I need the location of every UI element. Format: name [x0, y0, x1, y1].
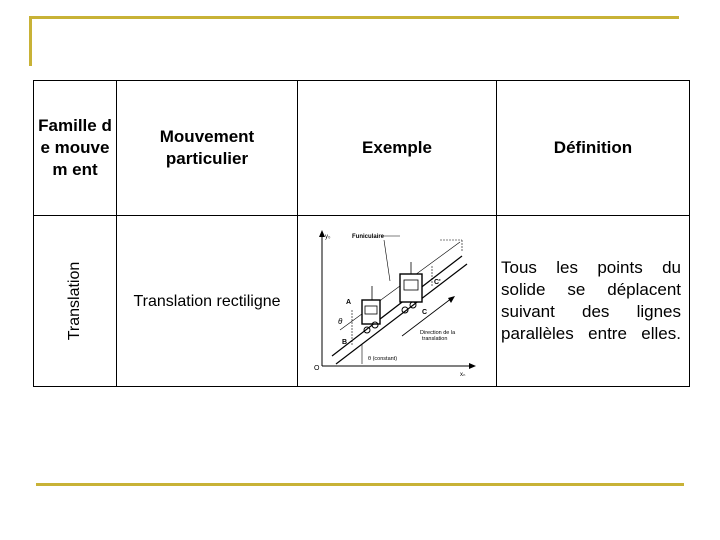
point-c-label: C: [422, 309, 428, 316]
funiculaire-label: Funiculaire: [352, 234, 385, 240]
header-mouvement-label: Mouvement particulier: [159, 127, 255, 168]
funicular-translation-figure: [312, 226, 482, 376]
cell-famille: [34, 216, 117, 387]
table-row: [34, 216, 690, 387]
definition-line: suivant des lignes: [501, 302, 681, 321]
origin-label: O: [314, 365, 320, 372]
point-a-label: A: [346, 299, 352, 306]
y-axis-label: y₀: [325, 234, 331, 240]
header-definition-label: Définition: [553, 138, 633, 157]
table-header-row: [34, 81, 690, 216]
definition-line: parallèles entre elles.: [501, 324, 681, 343]
classification-table: [33, 80, 690, 387]
decorative-left-line: [29, 16, 32, 66]
x-axis-label: x₀: [460, 372, 466, 376]
cell-exemple: [298, 216, 497, 387]
theta-constant-label: θ (constant): [368, 356, 398, 362]
definition-line: solide se déplacent: [501, 280, 681, 299]
header-famille: [34, 81, 117, 216]
angle-label: θ: [338, 317, 343, 326]
famille-translation-label: Translation: [66, 261, 83, 341]
mouvement-label: Translation rectiligne: [133, 293, 281, 310]
header-exemple: [298, 81, 497, 216]
point-c-prime-label: C': [434, 279, 441, 286]
definition-line: Tous les points du: [501, 258, 681, 277]
decorative-bottom-line: [36, 483, 684, 486]
header-exemple-label: Exemple: [362, 138, 432, 157]
cell-definition: [497, 216, 690, 387]
point-b-label: B: [342, 339, 348, 346]
direction-label-1: Direction de la: [420, 330, 456, 336]
header-famille-label: Famille de mouvem ent: [38, 116, 112, 179]
decorative-top-line: [29, 16, 679, 19]
cell-mouvement: [117, 216, 298, 387]
header-mouvement: [117, 81, 298, 216]
header-definition: [497, 81, 690, 216]
direction-label-2: translation: [422, 336, 448, 342]
